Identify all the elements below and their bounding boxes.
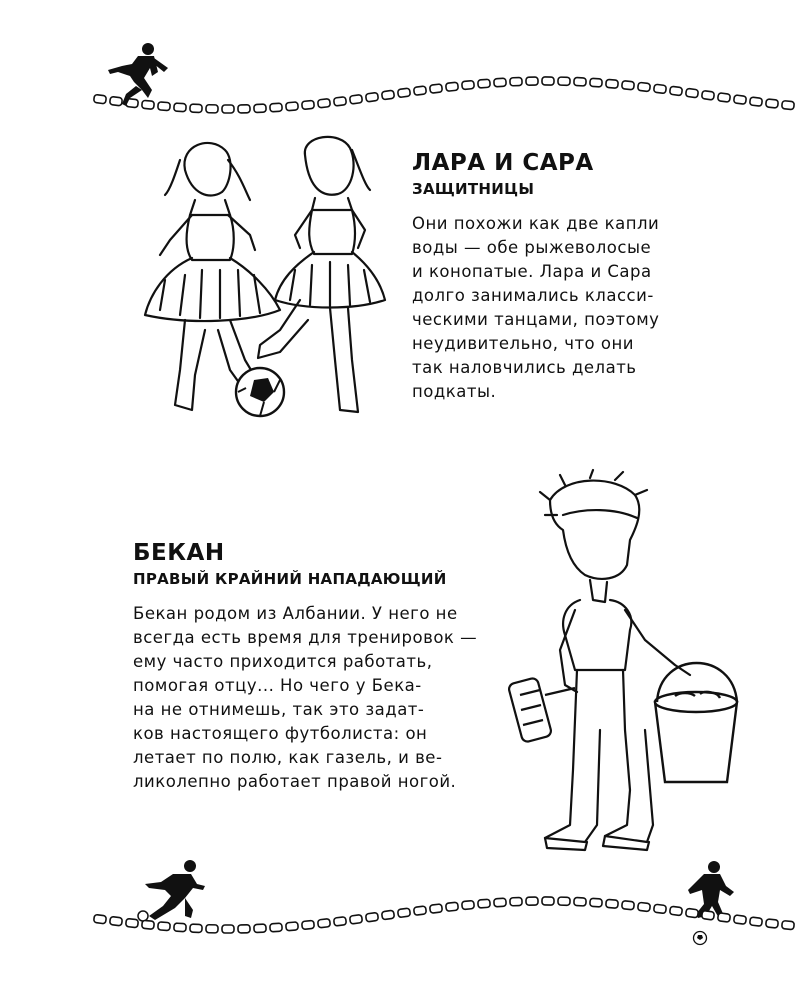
- chain-link: [558, 897, 570, 905]
- chain-link: [718, 93, 731, 103]
- chain-link: [110, 916, 123, 925]
- chain-link: [350, 915, 363, 925]
- chain-link: [478, 899, 491, 908]
- chain-link: [718, 913, 731, 923]
- chain-link: [542, 897, 554, 905]
- chain-link: [334, 917, 347, 926]
- paragraph-line: ков настоящего футболиста: он: [133, 724, 428, 743]
- chain-link: [462, 80, 475, 89]
- paragraph-line: неудивительно, что они: [412, 334, 634, 353]
- chain-link: [382, 90, 395, 100]
- chain-link: [318, 99, 331, 108]
- chain-link: [94, 94, 107, 103]
- chain-link: [254, 104, 266, 113]
- chain-link: [606, 79, 619, 88]
- chain-link: [734, 95, 747, 104]
- chain-link: [590, 78, 603, 87]
- chain-link: [414, 86, 427, 95]
- soccer-ball-icon: [692, 930, 708, 946]
- chain-link: [510, 897, 522, 905]
- chain-link: [446, 902, 459, 911]
- chain-link: [638, 902, 651, 911]
- paragraph-line: ческими танцами, поэтому: [412, 310, 660, 329]
- chain-link: [158, 922, 171, 931]
- chain-link: [190, 924, 202, 932]
- chain-link: [190, 104, 202, 112]
- paragraph-line: на не отнимешь, так это задат-: [133, 700, 425, 719]
- section-bekan: [133, 540, 553, 794]
- chain-link: [238, 105, 250, 113]
- chain-link: [590, 898, 603, 907]
- chain-link: [526, 897, 538, 905]
- paragraph-line: помогая отцу... Но чего у Бека-: [133, 676, 422, 695]
- chain-link: [782, 101, 795, 110]
- section-paragraph: [133, 602, 553, 794]
- chain-link: [494, 78, 506, 87]
- chain-link: [686, 908, 699, 918]
- chain-link: [750, 97, 763, 106]
- chain-link: [270, 923, 283, 932]
- chain-link: [206, 925, 218, 933]
- bucket: [655, 663, 737, 782]
- lara-sara-illustration: [130, 130, 390, 430]
- chain-link: [382, 910, 395, 920]
- chain-link: [142, 920, 155, 929]
- chain-link: [526, 77, 538, 85]
- paragraph-line: долго занимались класси-: [412, 286, 654, 305]
- chain-link: [318, 919, 331, 928]
- chain-link: [782, 921, 795, 930]
- chain-link: [494, 898, 506, 907]
- chain-link: [398, 88, 411, 98]
- paragraph-line: всегда есть время для тренировок —: [133, 628, 478, 647]
- chain-link: [750, 917, 763, 926]
- chain-link: [94, 914, 107, 923]
- paragraph-line: и конопатые. Лара и Сара: [412, 262, 652, 281]
- paragraph-line: Бекан родом из Албании. У него не: [133, 604, 458, 623]
- chain-link: [222, 105, 234, 113]
- chain-link: [254, 924, 266, 933]
- chain-link: [766, 919, 779, 928]
- paragraph-line: Они похожи как две капли: [412, 214, 660, 233]
- chain-link: [398, 908, 411, 918]
- chain-link: [734, 915, 747, 924]
- chain-link: [686, 88, 699, 98]
- chain-link: [766, 99, 779, 108]
- paragraph-line: летает по полю, как газель, и ве-: [133, 748, 443, 767]
- chain-link: [334, 97, 347, 106]
- paragraph-line: воды — обе рыжеволосые: [412, 238, 652, 257]
- chain-link: [238, 925, 250, 933]
- chain-link: [462, 900, 475, 909]
- chain-link: [430, 904, 443, 913]
- chain-link: [670, 86, 683, 96]
- chain-link: [702, 910, 715, 920]
- section-title: БЕКАН: [133, 540, 225, 566]
- chain-link: [670, 906, 683, 916]
- chain-link: [622, 901, 635, 910]
- soccer-ball-icon: [236, 368, 284, 416]
- chain-link: [654, 904, 667, 913]
- paragraph-line: ликолепно работает правой ногой.: [133, 772, 457, 791]
- section-subtitle: ЗАЩИТНИЦЫ: [412, 180, 535, 198]
- footballer-silhouette-icon: [108, 42, 178, 108]
- chain-link: [366, 912, 379, 922]
- paragraph-line: ему часто приходится работать,: [133, 652, 433, 671]
- chain-link: [350, 95, 363, 105]
- section-title: ЛАРА И САРА: [412, 150, 594, 176]
- chain-link: [302, 100, 315, 109]
- chain-link: [222, 925, 234, 933]
- chain-link: [542, 77, 554, 85]
- chain-link: [574, 897, 586, 906]
- chain-link: [206, 105, 218, 113]
- chain-link: [446, 82, 459, 91]
- chain-link: [478, 79, 491, 88]
- section-subtitle: ПРАВЫЙ КРАЙНИЙ НАПАДАЮЩИЙ: [133, 570, 447, 588]
- section-paragraph: [412, 212, 792, 404]
- chain-link: [558, 77, 570, 85]
- section-lara-sara: [412, 150, 792, 404]
- chain-link: [430, 84, 443, 93]
- chain-link: [510, 77, 522, 85]
- chain-link: [270, 103, 283, 112]
- chain-link: [638, 82, 651, 91]
- chain-link: [366, 92, 379, 102]
- chain-link: [286, 922, 299, 931]
- chain-link: [174, 923, 186, 932]
- paragraph-line: так наловчились делать: [412, 358, 637, 377]
- chain-link: [654, 84, 667, 93]
- chain-link: [574, 77, 586, 86]
- paragraph-line: подкаты.: [412, 382, 497, 401]
- chain-link: [622, 81, 635, 90]
- chain-link: [606, 899, 619, 908]
- chain-link: [302, 920, 315, 929]
- chain-link: [126, 918, 139, 927]
- chain-link: [286, 102, 299, 111]
- chain-link: [414, 906, 427, 915]
- bottom-chain-border: [0, 880, 800, 950]
- chain-link: [702, 90, 715, 100]
